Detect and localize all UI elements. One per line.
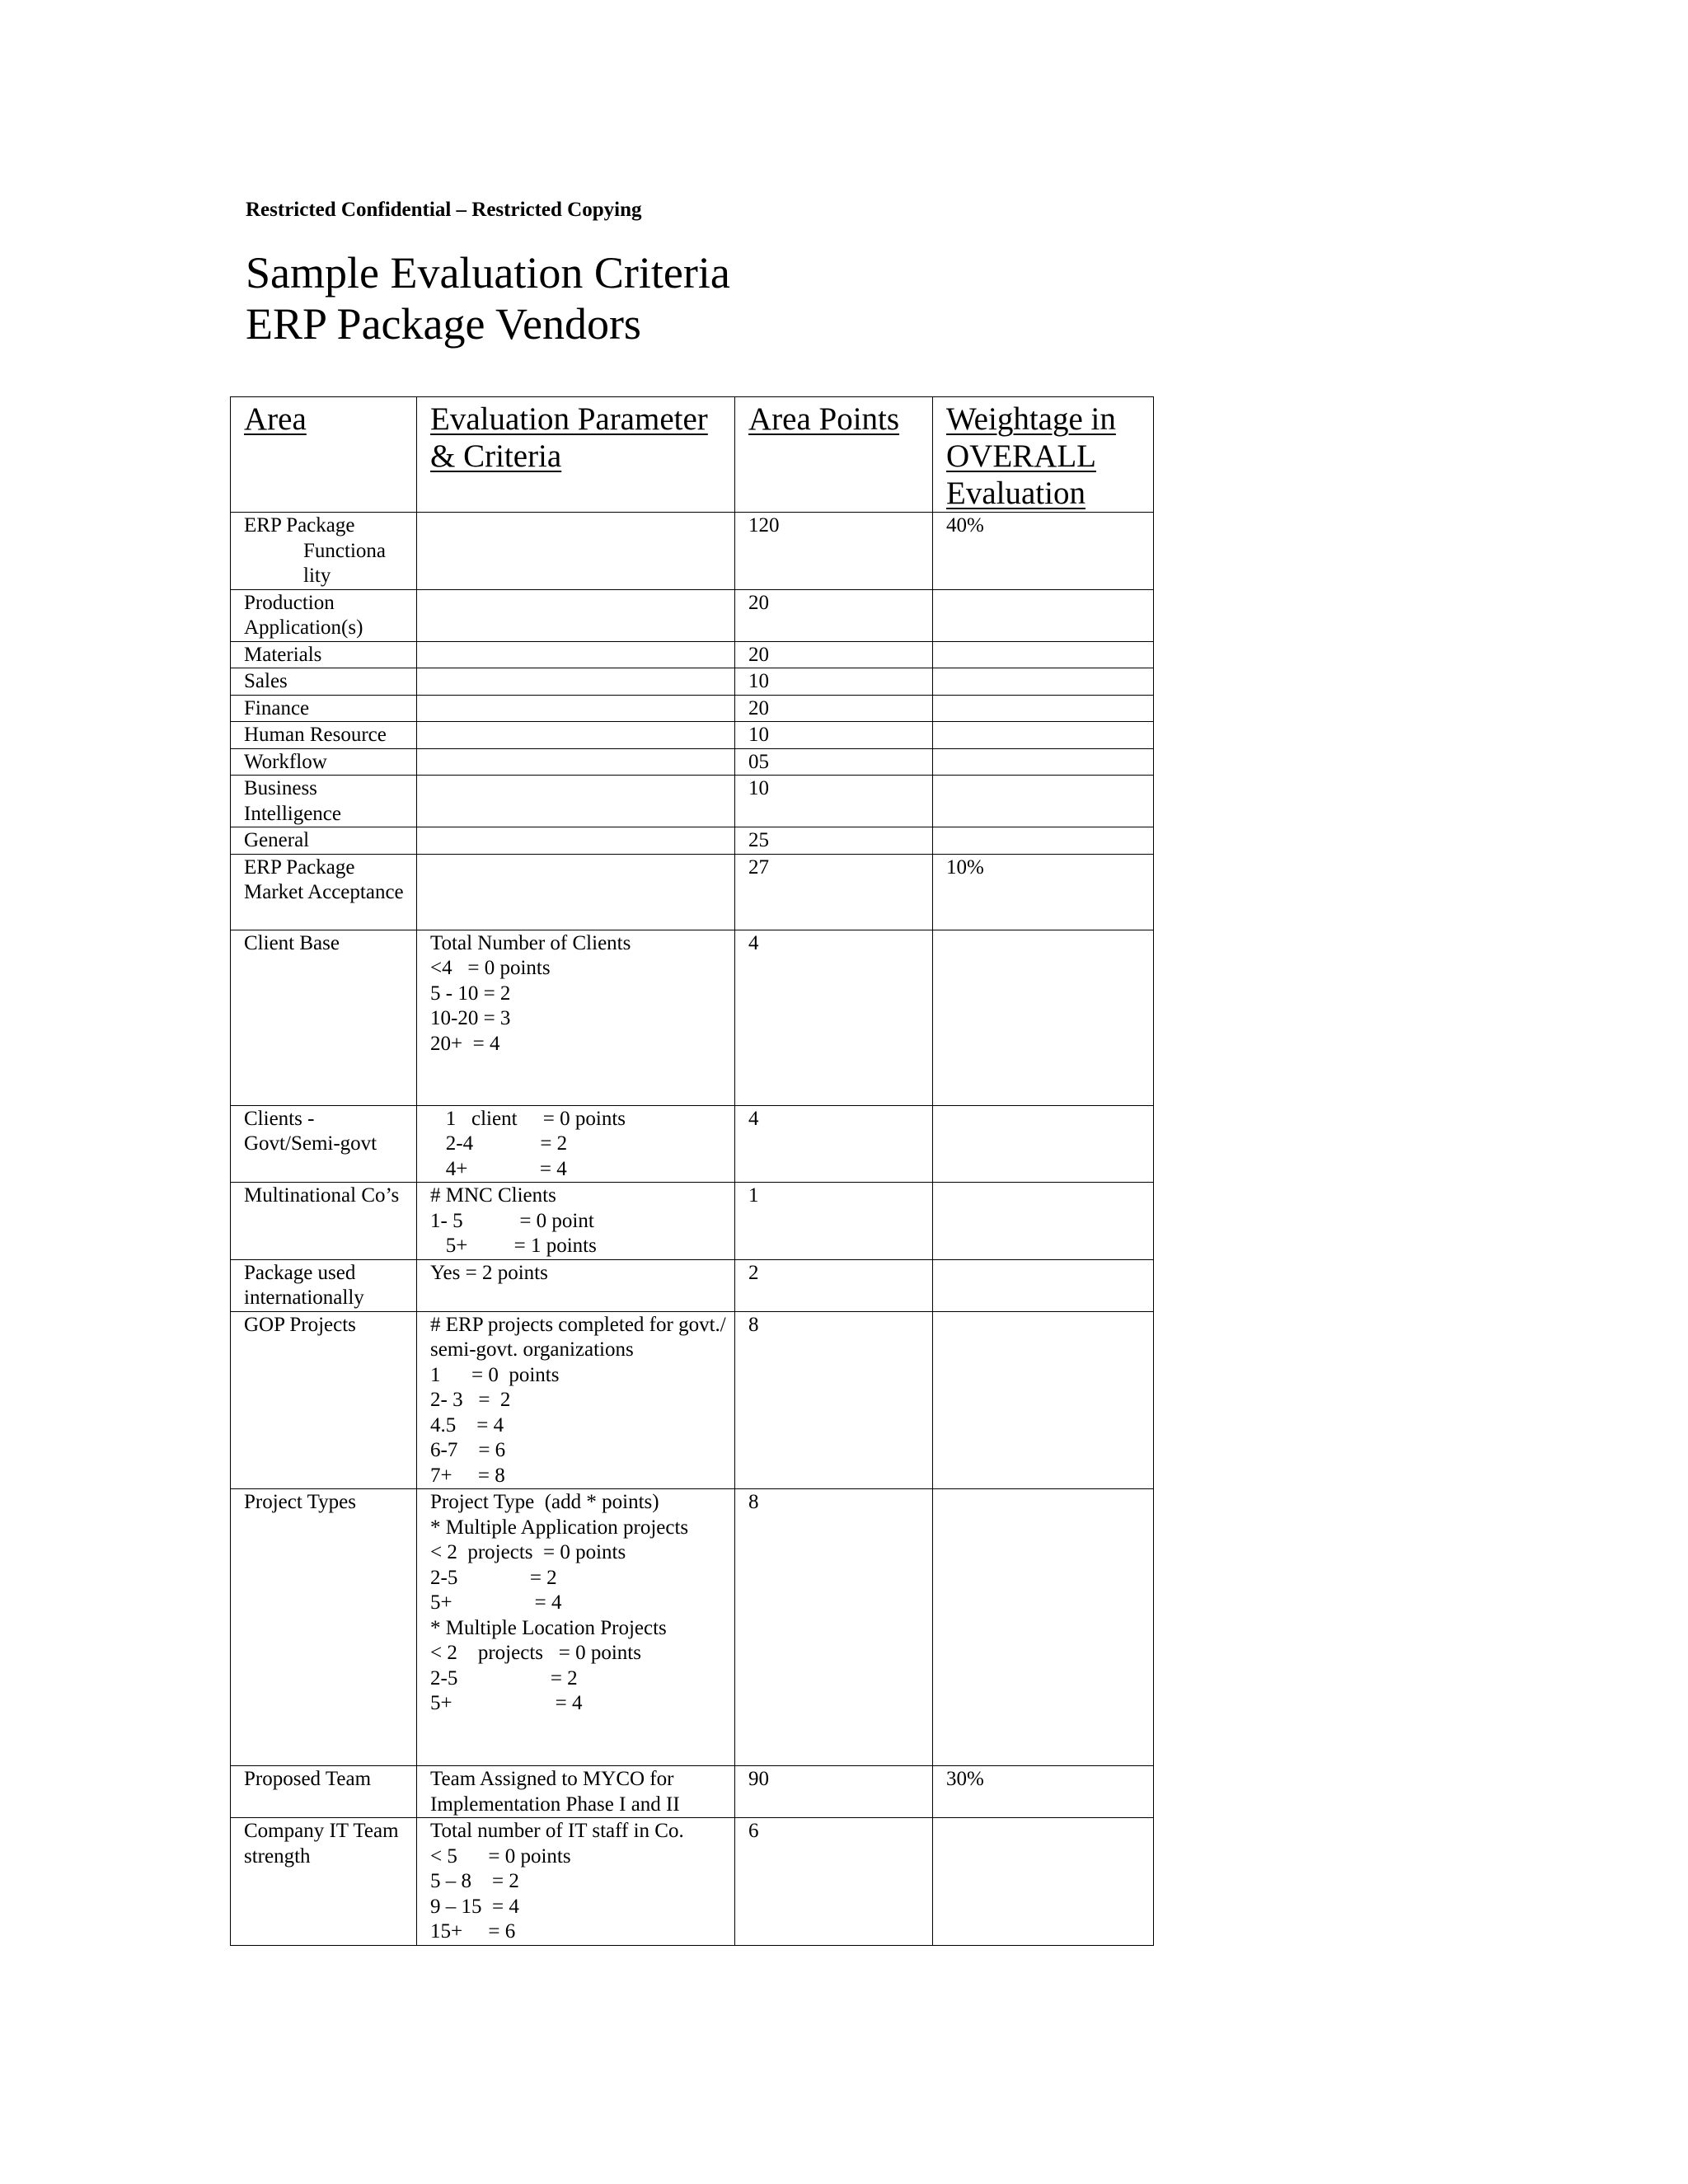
row-param [417,695,735,722]
row-points: 10 [735,722,933,749]
row-area: Company IT Team strength [231,1818,417,1946]
row-area: Sales [231,668,417,696]
row-weight [933,641,1154,668]
row-weight: 30% [933,1766,1154,1818]
row-weight [933,695,1154,722]
table-row [231,1311,1154,1489]
table-row [231,930,1154,1105]
table-row [231,827,1154,855]
row-points: 4 [735,930,933,1105]
row-points: 8 [735,1489,933,1766]
header-evaluation-parameter: Evaluation Parameter & Criteria [417,397,735,513]
table-row [231,854,1154,930]
confidentiality-notice: Restricted Confidential – Restricted Copying [246,199,642,221]
row-weight [933,1489,1154,1766]
row-weight: 40% [933,513,1154,590]
row-area: Materials [231,641,417,668]
title-line-1: Sample Evaluation Criteria [246,248,730,298]
table-row [231,1766,1154,1818]
row-points: 20 [735,695,933,722]
row-weight: 10% [933,854,1154,930]
table-row [231,1105,1154,1183]
table-row [231,513,1154,590]
row-area: General [231,827,417,855]
row-weight [933,1105,1154,1183]
row-param [417,513,735,590]
row-points: 8 [735,1311,933,1489]
row-param: 1 client = 0 points 2-4 = 2 4+ = 4 [417,1105,735,1183]
title-line-2: ERP Package Vendors [246,299,641,349]
table-row [231,1259,1154,1311]
row-area: ERP Package Market Acceptance [231,854,417,930]
header-weightage: Weightage in OVERALL Evaluation [933,397,1154,513]
row-area: GOP Projects [231,1311,417,1489]
row-weight [933,748,1154,776]
row-points: 6 [735,1818,933,1946]
row-area: ERP Package Functiona lity [231,513,417,590]
row-points: 120 [735,513,933,590]
row-weight [933,668,1154,696]
row-weight [933,589,1154,641]
document-title [246,247,730,349]
row-param [417,776,735,827]
row-area: Human Resource [231,722,417,749]
row-points: 27 [735,854,933,930]
row-param: Team Assigned to MYCO for Implementation Phase I and II [417,1766,735,1818]
row-param [417,748,735,776]
row-weight [933,1311,1154,1489]
row-param: # MNC Clients 1- 5 = 0 point 5+ = 1 points [417,1183,735,1260]
table-row [231,776,1154,827]
table-row [231,589,1154,641]
row-weight [933,1183,1154,1260]
row-param [417,641,735,668]
row-points: 90 [735,1766,933,1818]
table-row [231,1818,1154,1946]
row-weight [933,1259,1154,1311]
row-param [417,722,735,749]
header-area-points: Area Points [735,397,933,513]
row-param: Total Number of Clients <4 = 0 points 5 - 10 = 2 10-20 = 3 20+ = 4 [417,930,735,1105]
header-area: Area [231,397,417,513]
evaluation-table [230,396,1154,1946]
row-weight [933,930,1154,1105]
row-param [417,589,735,641]
row-param: Project Type (add * points) * Multiple Application projects < 2 projects = 0 points 2-5 = 2 5+ = 4 * Multiple Location Projects < 2 projects = 0 points 2-5 = 2 5+ = 4 [417,1489,735,1766]
row-weight [933,827,1154,855]
row-param: Yes = 2 points [417,1259,735,1311]
row-area: Project Types [231,1489,417,1766]
row-weight [933,722,1154,749]
table-row [231,748,1154,776]
row-points: 25 [735,827,933,855]
row-param [417,854,735,930]
row-weight [933,776,1154,827]
row-points: 2 [735,1259,933,1311]
row-param: Total number of IT staff in Co. < 5 = 0 points 5 – 8 = 2 9 – 15 = 4 15+ = 6 [417,1818,735,1946]
table-row [231,1489,1154,1766]
row-points: 10 [735,776,933,827]
table-row [231,722,1154,749]
table-row [231,641,1154,668]
table-row [231,1183,1154,1260]
row-area: Package used internationally [231,1259,417,1311]
row-points: 05 [735,748,933,776]
row-points: 1 [735,1183,933,1260]
row-param: # ERP projects completed for govt./ semi-govt. organizations 1 = 0 points 2- 3 = 2 4.5 = 4 6-7 = 6 7+ = 8 [417,1311,735,1489]
row-weight [933,1818,1154,1946]
row-points: 4 [735,1105,933,1183]
row-area: Workflow [231,748,417,776]
row-param [417,668,735,696]
table-header-row [231,397,1154,513]
row-area: Multinational Co’s [231,1183,417,1260]
row-area: Proposed Team [231,1766,417,1818]
row-points: 20 [735,589,933,641]
row-area: Client Base [231,930,417,1105]
table-row [231,695,1154,722]
row-area: Production Application(s) [231,589,417,641]
row-area: Finance [231,695,417,722]
table-row [231,668,1154,696]
row-points: 10 [735,668,933,696]
row-area: Business Intelligence [231,776,417,827]
row-param [417,827,735,855]
row-points: 20 [735,641,933,668]
row-area: Clients - Govt/Semi-govt [231,1105,417,1183]
